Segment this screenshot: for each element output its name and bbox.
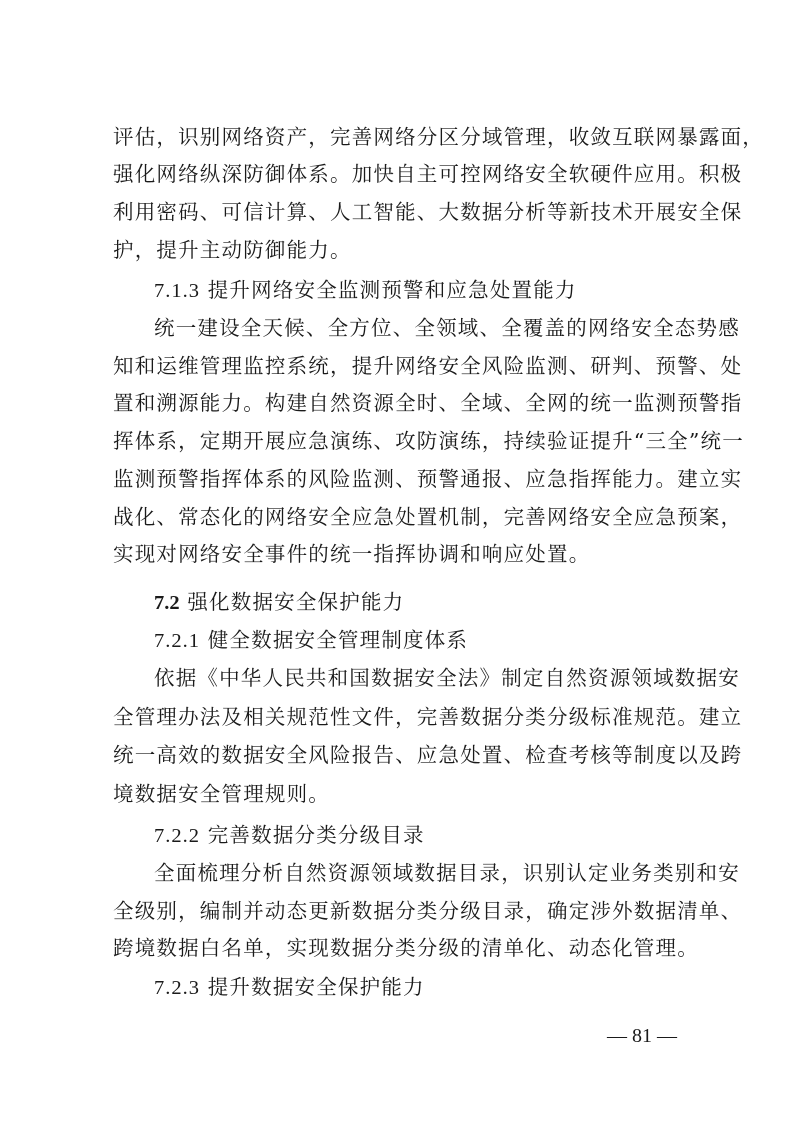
- text-line: 强化网络纵深防御体系。加快自主可控网络安全软硬件应用。积极: [113, 162, 743, 186]
- section-title: 完善数据分类分级目录: [207, 823, 425, 847]
- section-number: 7.2: [154, 592, 180, 614]
- text-line: 挥体系，定期开展应急演练、攻防演练，持续验证提升“三全”统一: [113, 429, 744, 453]
- text-line: 境数据安全管理规则。: [113, 782, 330, 806]
- section-number: 7.2.3: [154, 977, 200, 999]
- section-title: 提升数据安全保护能力: [207, 975, 425, 999]
- section-heading-7-1-3: [154, 277, 577, 304]
- section-heading-7-2-1: [154, 627, 468, 654]
- section-title: 强化数据安全保护能力: [187, 590, 405, 614]
- text-line: 评估，识别网络资产，完善网络分区分域管理，收敛互联网暴露面，: [113, 125, 764, 149]
- section-heading-7-2: [154, 589, 404, 616]
- text-line: 知和运维管理监控系统，提升网络安全风险监测、研判、预警、处: [113, 354, 743, 378]
- text-line: 全级别，编制并动态更新数据分类分级目录，确定涉外数据清单、: [113, 899, 743, 923]
- text-line: 统一高效的数据安全风险报告、应急处置、检查考核等制度以及跨: [113, 743, 743, 767]
- section-title: 健全数据安全管理制度体系: [207, 628, 469, 652]
- text-line: 利用密码、可信计算、人工智能、大数据分析等新技术开展安全保: [113, 200, 743, 224]
- section-heading-7-2-2: [154, 822, 425, 849]
- text-line: 监测预警指挥体系的风险监测、预警通报、应急指挥能力。建立实: [113, 467, 743, 491]
- section-heading-7-2-3: [154, 974, 425, 1001]
- text-line: 实现对网络安全事件的统一指挥协调和响应处置。: [113, 542, 591, 566]
- text-line: 全管理办法及相关规范性文件，完善数据分类分级标准规范。建立: [113, 705, 743, 729]
- section-number: 7.2.1: [154, 630, 200, 652]
- text-line: 置和溯源能力。构建自然资源全时、全域、全网的统一监测预警指: [113, 391, 743, 415]
- page-number: — 81 —: [607, 1025, 677, 1047]
- section-title: 提升网络安全监测预警和应急处置能力: [207, 278, 577, 302]
- text-line: 统一建设全天候、全方位、全领域、全覆盖的网络安全态势感: [154, 316, 740, 340]
- text-line: 护，提升主动防御能力。: [113, 238, 352, 262]
- text-line: 战化、常态化的网络安全应急处置机制，完善网络安全应急预案，: [113, 505, 743, 529]
- section-number: 7.1.3: [154, 280, 200, 302]
- text-line: 依据《中华人民共和国数据安全法》制定自然资源领域数据安: [154, 666, 740, 690]
- text-line: 全面梳理分析自然资源领域数据目录，识别认定业务类别和安: [154, 861, 740, 885]
- text-line: 跨境数据白名单，实现数据分类分级的清单化、动态化管理。: [113, 936, 699, 960]
- section-number: 7.2.2: [154, 825, 200, 847]
